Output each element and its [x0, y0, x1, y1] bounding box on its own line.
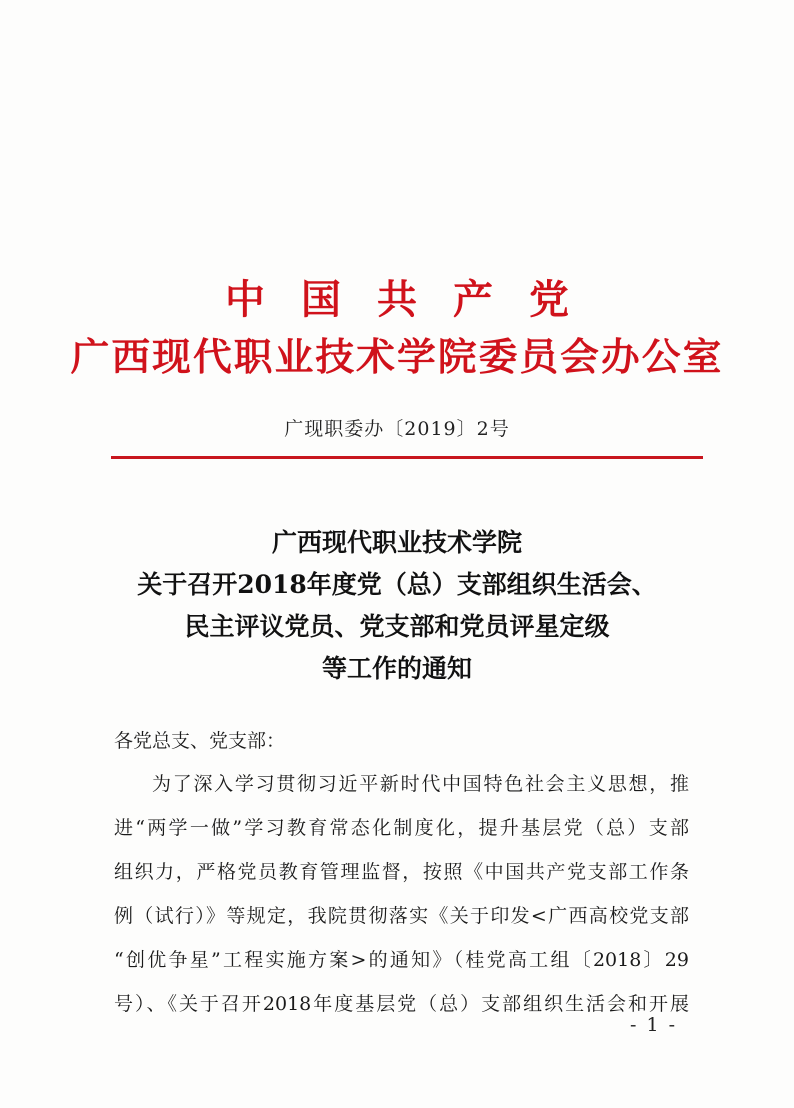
salutation: 各党总支、党支部： — [114, 730, 286, 752]
title-line: 关于召开2018年度党（总）支部组织生活会、 — [137, 570, 657, 599]
body-line: 进“两学一做”学习教育常态化制度化，提升基层党（总）支部 — [114, 817, 689, 839]
header-party-name: 中国共产党 — [225, 276, 605, 323]
header-office-name: 广西现代职业技术学院委员会办公室 — [70, 334, 724, 379]
title-line: 民主评议党员、党支部和党员评星定级 — [184, 612, 610, 641]
body-line: 例（试行）》等规定，我院贯彻落实《关于印发<广西高校党支部 — [114, 905, 689, 927]
body-line: 号）、《关于召开2018年度基层党（总）支部组织生活会和开展 — [114, 993, 689, 1015]
title-line: 等工作的通知 — [321, 654, 472, 683]
body-paragraph — [114, 762, 689, 1026]
red-divider — [111, 456, 703, 459]
body-line: 组织力，严格党员教育管理监督，按照《中国共产党支部工作条 — [114, 861, 689, 883]
body-line: 为了深入学习贯彻习近平新时代中国特色社会主义思想，推 — [152, 773, 689, 795]
document-number: 广现职委办〔2019〕2号 — [284, 418, 510, 440]
title-line: 广西现代职业技术学院 — [271, 528, 522, 557]
document-title — [0, 522, 794, 690]
page-number: - 1 - — [630, 1014, 678, 1036]
body-line: “创优争星”工程实施方案>的通知》（桂党高工组〔2018〕29 — [114, 949, 689, 971]
